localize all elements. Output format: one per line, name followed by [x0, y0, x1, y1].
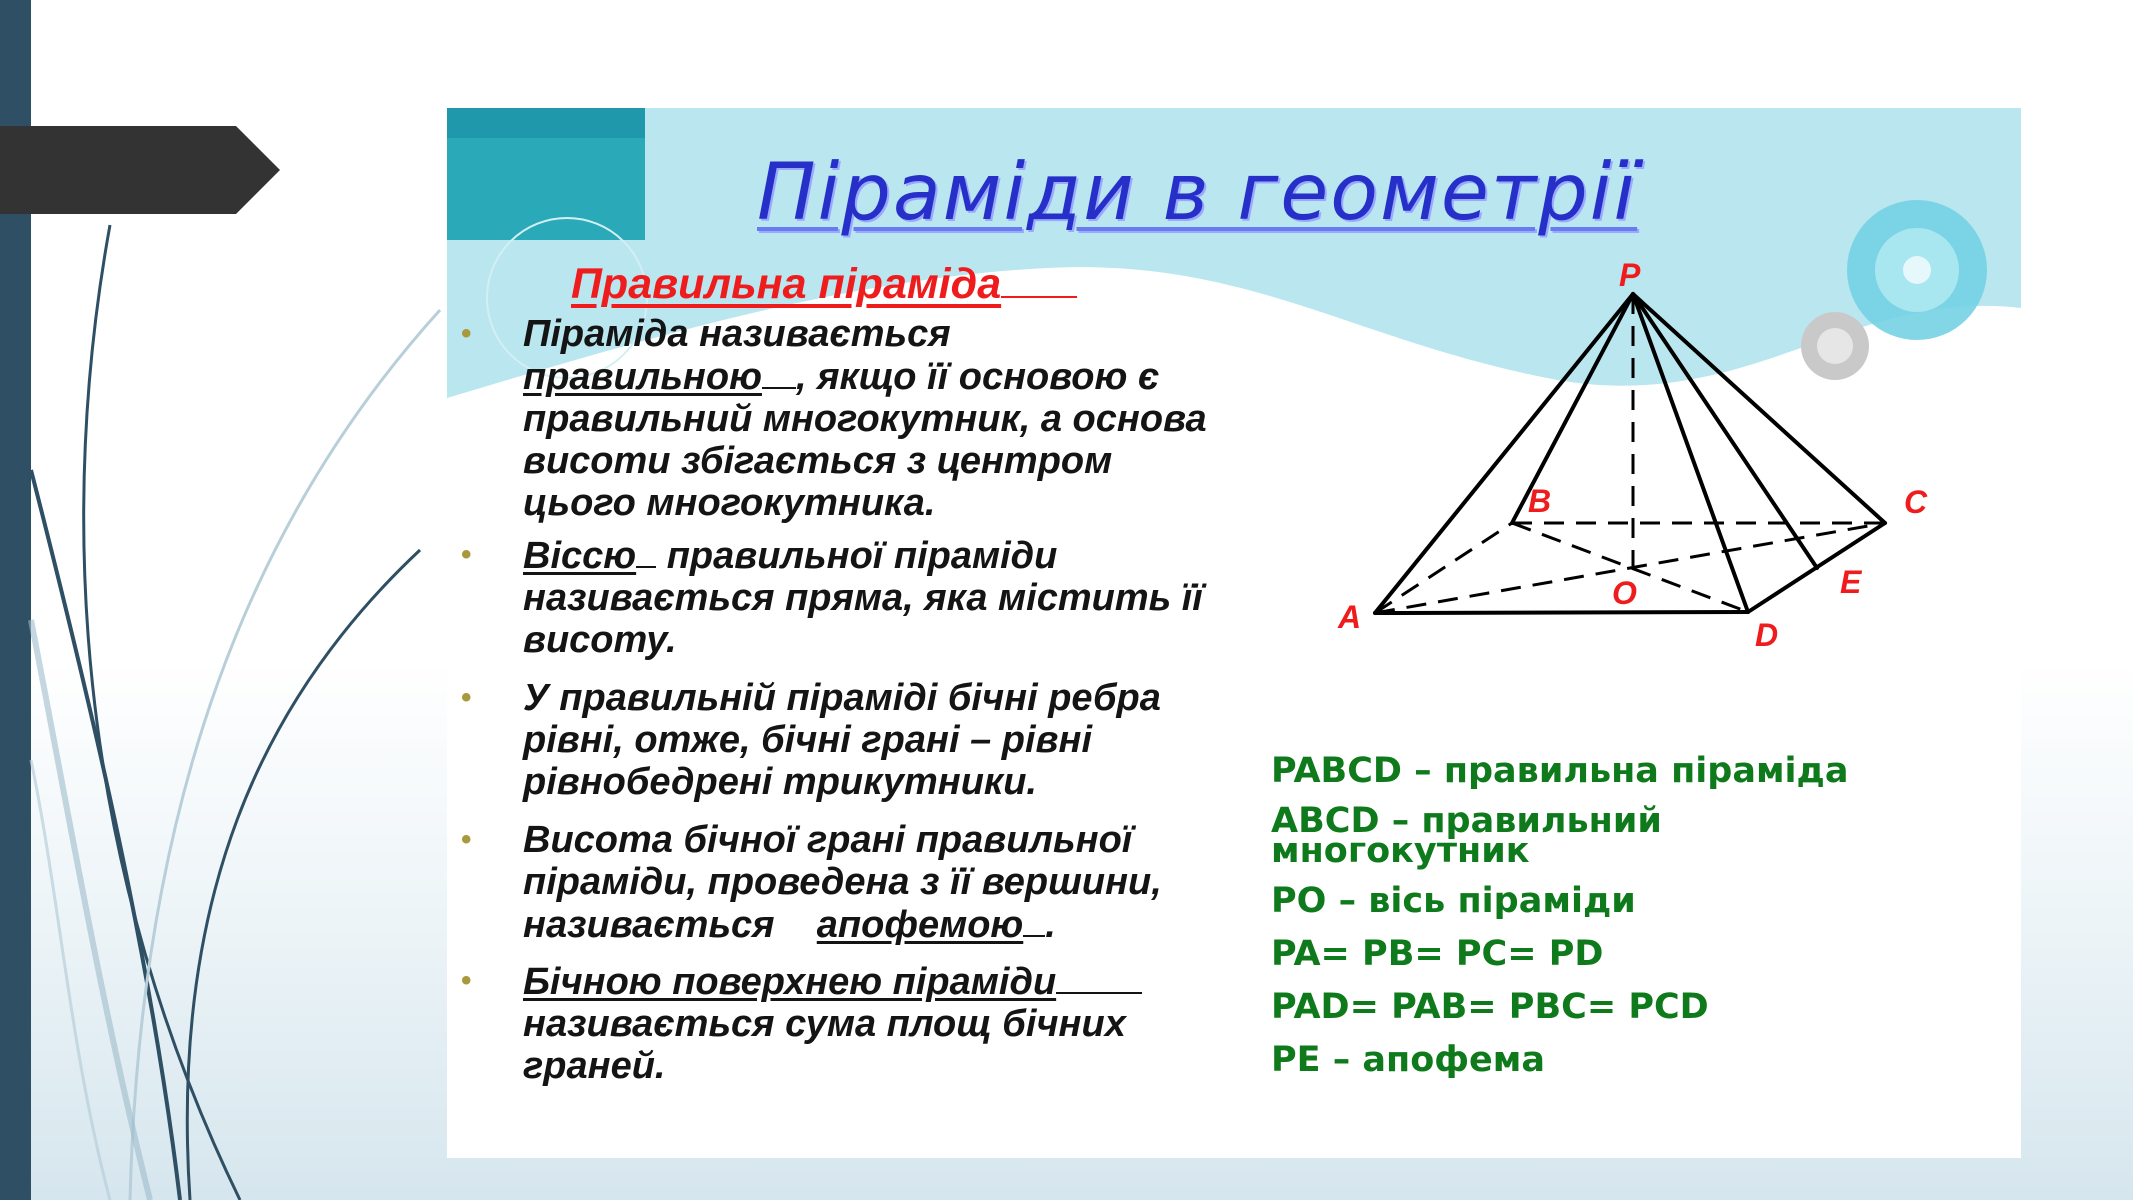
slide-subtitle: Правильна піраміда [571, 256, 1077, 309]
edge-PE [1633, 294, 1817, 568]
bullet-apothem: • Висота бічної грані правильної піраміди, проведена з її вершини, називається апофемою . [461, 819, 1162, 946]
note-edges: PA= PB= PC= PD [1271, 934, 1604, 974]
edge-PC [1633, 294, 1885, 523]
note-po: PO – вісь піраміди [1271, 881, 1636, 921]
label-D: D [1755, 617, 1779, 653]
label-E: E [1840, 564, 1862, 600]
note-faces: PAD= PAB= PBC= PCD [1271, 987, 1709, 1027]
decorative-curves [0, 0, 460, 1200]
slide-title: Піраміди в геометрії [757, 148, 1638, 238]
bullet-lateral-surface: • Бічною поверхнею піраміди називається сума площ бічних граней. [447, 960, 1207, 1087]
bullet-lateral-edges: • У правильній піраміді бічні ребра рівні, отже, бічні грані – рівні рівнобедрені трикутники. [461, 677, 1161, 803]
label-A: A [1338, 599, 1362, 635]
label-C: C [1904, 484, 1928, 520]
definition-list [447, 313, 1207, 1097]
bullet-regular: • Піраміда називається правильною , якщо її основою є правильний многокутник, а основа висоти збігається з центром цього многокутника. [461, 313, 1207, 524]
label-O: O [1612, 575, 1637, 611]
edge-PD [1633, 294, 1748, 612]
slide-image [447, 108, 2021, 1158]
note-pe: PE – апофема [1271, 1040, 1545, 1080]
edge-AD [1375, 612, 1748, 613]
pyramid-notes [1271, 753, 1848, 1095]
label-B: B [1528, 483, 1552, 519]
bullet-axis: • Віссю правильної піраміди називається пряма, яка містить її висоту. [461, 535, 1203, 661]
note-pabcd: PABCD – правильна піраміда [1271, 751, 1849, 791]
edge-PA [1375, 294, 1633, 613]
label-P: P [1619, 257, 1641, 293]
note-abcd: ABCD – правильний многокутник [1271, 801, 1662, 871]
pyramid-diagram [1212, 248, 1952, 838]
